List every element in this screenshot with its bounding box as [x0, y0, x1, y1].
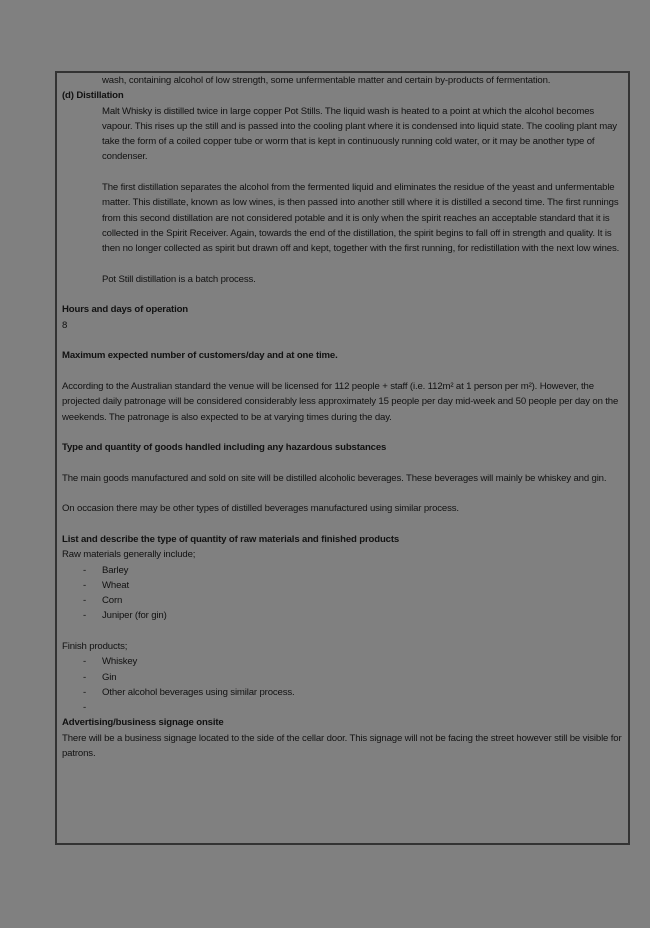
customers-heading: Maximum expected number of customers/day and at one time. [62, 350, 338, 362]
finish-products-list [62, 654, 622, 715]
raw-materials-list [62, 563, 622, 624]
list-item: - Other alcohol beverages using similar process. [62, 685, 622, 700]
goods-para-1: The main goods manufactured and sold on site will be distilled alcoholic beverages. These beverages will mainly be whiskey and gin. [62, 472, 607, 484]
distillation-para-3: Pot Still distillation is a batch process. [102, 273, 256, 285]
list-item: - Whiskey [62, 654, 622, 669]
list-item: - Wheat [62, 578, 622, 593]
list-item [62, 700, 622, 715]
list-item: - Barley [62, 563, 622, 578]
signage-heading: Advertising/business signage onsite [62, 717, 224, 729]
document-box [55, 71, 630, 845]
list-item: - Corn [62, 593, 622, 608]
hours-heading: Hours and days of operation [62, 304, 189, 316]
distillation-para-2: The first distillation separates the alcohol from the fermented liquid and eliminates the residue of the yeast and unfermentable matter. This distillate, known as low wines, is then passed into another still where it is distilled a second time. The first runnings from this second distillation are not considered potable and it is only when the spirit reaches an acceptable standard that it is collected in the Spirit Receiver. Again, towards the end of the distillation, the spirit begins to fall off in strength and quality. It is then no longer collected as spirit but drawn off and kept, together with the first running, for redistillation with the next low wines. [102, 182, 620, 255]
distillation-para-1: Malt Whisky is distilled twice in large copper Pot Stills. The liquid wash is heated to a point at which the alcohol becomes vapour. This rises up the still and is passed into the cooling plant where it is condensed into liquid state. The cooling plant may take the form of a coiled copper tube or worm that is kept in continuously running cold water, or it may be another type of condenser. [102, 105, 617, 163]
distillation-heading: (d) Distillation [62, 90, 124, 102]
raw-materials-intro: Raw materials generally include; [62, 549, 196, 561]
signage-para: There will be a business signage located to the side of the cellar door. This signage will not be facing the street however still be visible for patrons. [62, 732, 622, 760]
materials-heading: List and describe the type of quantity of raw materials and finished products [62, 533, 400, 545]
continuation-text: wash, containing alcohol of low strength, some unfermentable matter and certain by-products of fermentation. [102, 75, 551, 86]
list-item: - Juniper (for gin) [62, 608, 622, 623]
goods-para-2: On occasion there may be other types of distilled beverages manufactured using similar process. [62, 503, 459, 515]
finish-products-intro: Finish products; [62, 640, 128, 652]
customers-para: According to the Australian standard the venue will be licensed for 112 people + staff (i.e. 112m² at 1 person per m²). However, the projected daily patronage will be considered considerably less approximately 15 people per day mid-week and 50 people per day on the weekends. The patronage is also expected to be at varying times during the day. [62, 380, 619, 423]
list-item: - Gin [62, 670, 622, 685]
goods-heading: Type and quantity of goods handled including any hazardous substances [62, 442, 387, 454]
document-content [57, 73, 628, 761]
hours-value: 8 [62, 319, 68, 331]
